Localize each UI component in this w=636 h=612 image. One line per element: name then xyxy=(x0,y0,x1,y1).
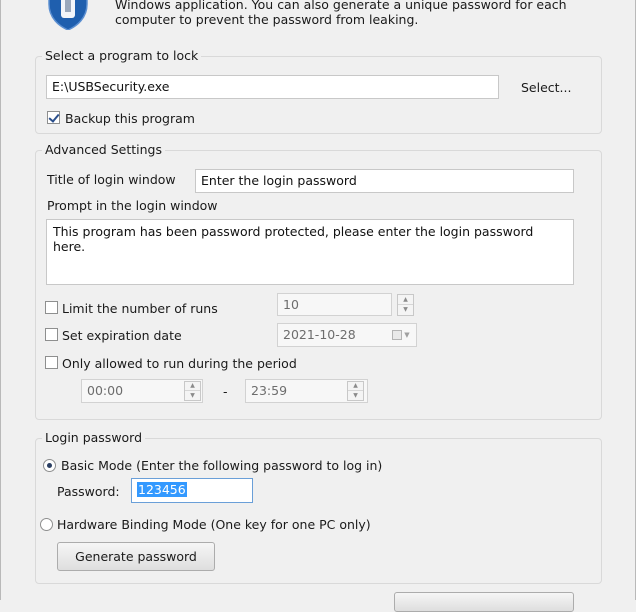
limit-runs-spinner[interactable] xyxy=(397,294,414,316)
period-checkbox[interactable] xyxy=(45,356,58,369)
limit-runs-input[interactable]: 10 xyxy=(277,293,392,316)
prompt-label: Prompt in the login window xyxy=(47,198,218,213)
basic-mode-radio[interactable] xyxy=(43,459,56,472)
limit-runs-label: Limit the number of runs xyxy=(62,301,218,316)
password-label: Password: xyxy=(57,484,120,499)
program-path-input[interactable]: E:\USBSecurity.exe xyxy=(46,75,499,99)
period-end-spinner[interactable] xyxy=(347,381,364,401)
basic-mode-label: Basic Mode (Enter the following password to log in) xyxy=(61,458,383,473)
period-start-spinner[interactable] xyxy=(184,381,201,401)
period-end-value: 23:59 xyxy=(251,383,288,398)
password-input[interactable] xyxy=(131,478,253,503)
date-dropdown-button[interactable] xyxy=(387,324,415,346)
spin-up-icon[interactable]: ▲ xyxy=(348,382,363,391)
login-group-title: Login password xyxy=(42,430,145,445)
spin-down-icon[interactable]: ▼ xyxy=(353,391,358,399)
expiration-checkbox[interactable] xyxy=(45,328,58,341)
expiration-date-value: 2021-10-28 xyxy=(283,327,356,342)
hardware-mode-label: Hardware Binding Mode (One key for one PC only) xyxy=(57,517,371,532)
header-description xyxy=(115,0,585,27)
shield-lock-icon xyxy=(45,0,91,30)
advanced-group-title: Advanced Settings xyxy=(42,142,165,157)
calendar-icon xyxy=(392,330,402,340)
select-program-button[interactable]: Select... xyxy=(521,80,572,95)
spin-down-icon[interactable]: ▼ xyxy=(190,391,195,399)
prompt-textarea[interactable]: This program has been password protected, please enter the login password here. xyxy=(46,219,574,285)
window-title-label: Title of login window xyxy=(47,172,176,187)
header-line-2: computer to prevent the password from leaking. xyxy=(115,12,419,27)
chevron-down-icon: ▼ xyxy=(404,331,410,339)
spin-up-icon[interactable]: ▲ xyxy=(185,382,200,391)
backup-label: Backup this program xyxy=(65,111,195,126)
spin-up-icon[interactable]: ▲ xyxy=(398,295,413,305)
period-separator: - xyxy=(223,384,228,399)
limit-runs-checkbox[interactable] xyxy=(45,301,58,314)
generate-password-button[interactable]: Generate password xyxy=(57,542,215,571)
period-start-value: 00:00 xyxy=(87,383,124,398)
window-title-input[interactable]: Enter the login password xyxy=(195,169,574,193)
spin-down-icon[interactable]: ▼ xyxy=(403,306,408,313)
bottom-action-button[interactable] xyxy=(394,592,574,612)
program-group-title: Select a program to lock xyxy=(42,48,201,63)
header-line-1: Windows application. You can also generate a unique password for each xyxy=(115,0,567,12)
password-value: 123456 xyxy=(138,482,186,497)
hardware-mode-radio[interactable] xyxy=(40,518,53,531)
backup-checkbox[interactable] xyxy=(47,111,60,124)
expiration-label: Set expiration date xyxy=(62,328,182,343)
period-label: Only allowed to run during the period xyxy=(62,356,297,371)
